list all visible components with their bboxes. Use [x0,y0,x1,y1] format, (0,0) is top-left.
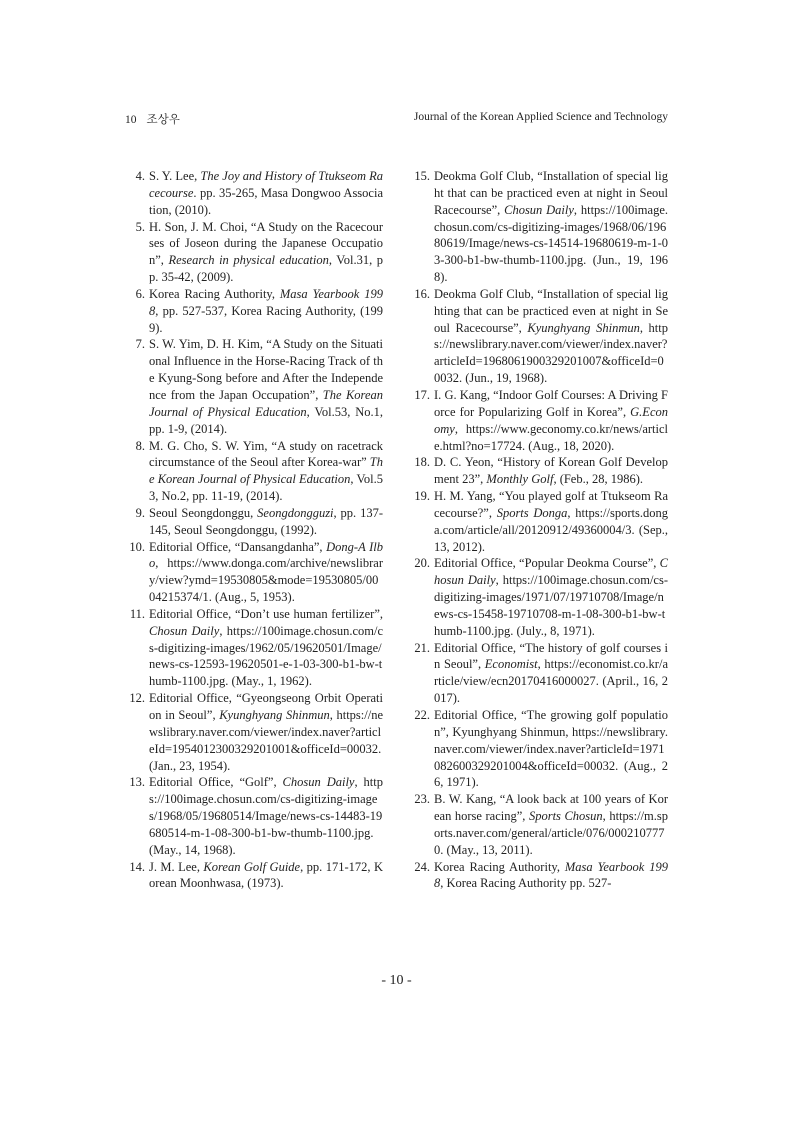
reference-item [410,859,668,893]
reference-text: Editorial Office, “Gyeongseong Orbit Operation in Seoul”, [149,691,383,722]
reference-text: , https://newslibrary.naver.com/viewer/index.naver?articleId=1954012300329201001&officeId=00032. (Jan., 23, 1954). [149,708,384,773]
reference-number: 7. [135,337,145,352]
reference-source-title: Kyunghyang Shinmun [527,320,640,335]
reference-source-title: The Korean Journal of Physical Education [149,387,383,419]
reference-source-title: Monthly Golf [486,472,554,487]
reference-text: , (Feb., 28, 1986). [553,472,644,487]
reference-item [125,539,383,606]
reference-text: Deokma Golf Club, “Installation of special lighting that can be practiced even at night in Seoul Racecourse”, [434,286,668,335]
reference-text: Editorial Office, “The history of golf courses in Seoul”, [434,640,668,672]
reference-source-title: Sports Donga [496,505,568,520]
reference-text: H. M. Yang, “You played golf at Ttukseom Racecourse?”, [434,489,668,520]
reference-text: , Vol.31, pp. 35-42, (2009). [149,253,383,285]
reference-item [125,438,383,505]
reference-source-title: The Joy and History of Ttukseom Racecourse [149,169,384,200]
reference-source-title: The Korean Journal of Physical Education [149,455,383,487]
header-author: 조상우 [146,114,180,126]
reference-number: 4. [135,169,145,183]
running-header-left [125,111,180,127]
reference-item [125,606,383,690]
reference-item [410,286,668,387]
reference-text: , https://100image.chosun.com/cs-digitizing-images/1971/07/19710708/Image/news-cs-15458-19710708-m-1-08-300-b1-bw-thumb-1100.jpg. (July., 8, 1971). [434,573,668,638]
reference-text: S. Y. Lee, [149,169,201,183]
reference-text: , https://www.geconomy.co.kr/news/article.html?no=17724. (Aug., 18, 2020). [434,421,668,453]
reference-item [125,690,383,774]
reference-source-title: Chosun Daily [504,202,574,217]
references-right-column [410,168,668,892]
reference-item [410,168,668,286]
reference-source-title: Research in physical education [168,253,329,268]
reference-text: , https://100image.chosun.com/cs-digitizing-images/1968/05/19680514/Image/news-cs-14483-19680514-m-1-08-300-b1-bw-thumb-1100.jpg. (May., 14, 1968). [149,775,383,857]
reference-text: M. G. Cho, S. W. Yim, “A study on racetrack circumstance of the Seoul after Korea-war” [149,438,383,470]
reference-number: 15. [414,169,430,183]
reference-text: , pp. 171-172, Korean Moonhwasa, (1973). [149,859,383,891]
reference-item [410,488,668,555]
reference-number: 19. [414,489,430,504]
reference-text: Editorial Office, “Golf”, [149,775,283,790]
reference-source-title: Chosun Daily [149,623,220,638]
reference-text: I. G. Kang, “Indoor Golf Courses: A Driving Force for Popularizing Golf in Korea”, [434,387,668,419]
page-footer-number: - 10 - [381,973,412,988]
reference-text: , https://newslibrary.naver.com/viewer/index.naver?articleId=1968061900329201007&officeId=00032. (Jun., 19, 1968). [434,320,669,386]
reference-item [410,640,668,707]
reference-number: 14. [129,859,145,874]
reference-text: S. W. Yim, D. H. Kim, “A Study on the Situational Influence in the Horse-Racing Track of the Kyung-Song before and After the Independence from the Japan Occupation”, [149,337,383,402]
reference-text: , pp. 527-537, Korea Racing Authority, (1999). [149,303,383,335]
reference-number: 8. [135,438,145,453]
reference-text: , https://100image.chosun.com/cs-digitizing-images/1962/05/19620501/Image/news-cs-12593-19620501-e-1-03-300-b1-bw-thumb-1100.jpg. (May., 1, 1962). [149,623,383,689]
reference-number: 16. [414,286,430,301]
reference-text: , https://sports.donga.com/article/all/20120912/49360004/3. (Sep., 13, 2012). [434,505,668,554]
reference-text: , https://m.sports.naver.com/general/article/076/0002107770. (May., 13, 2011). [434,809,669,857]
reference-source-title: Korean Golf Guide [203,859,301,874]
reference-text: Editorial Office, “Popular Deokma Course”, [434,556,660,571]
reference-text: H. Son, J. M. Choi, “A Study on the Racecourses of Joseon during the Japanese Occupation”, [149,219,383,268]
reference-source-title: Kyunghyang Shinmun [219,708,330,722]
references-left-column [125,168,383,892]
reference-number: 11. [129,606,145,621]
reference-number: 17. [414,387,430,402]
reference-source-title: Economist [484,657,538,672]
reference-source-title: Masa Yearbook 1998 [149,286,383,318]
reference-text: Deokma Golf Club, “Installation of special light that can be practiced even at night in Seoul Racecourse”, [434,169,668,217]
reference-number: 12. [129,691,145,706]
reference-number: 9. [135,505,145,520]
reference-number: 6. [135,286,145,301]
reference-source-title: Sports Chosun [528,809,603,824]
reference-number: 20. [414,556,430,571]
reference-source-title: Chosun Daily [282,775,355,790]
reference-item [125,505,383,539]
reference-text: , Korea Racing Authority pp. 527- [440,876,612,891]
reference-number: 5. [135,219,145,234]
reference-text: J. M. Lee, [149,859,204,874]
reference-text: , pp. 137-145, Seoul Seongdonggu, (1992). [149,505,383,537]
reference-number: 22. [414,708,430,722]
header-journal-title: Journal of the Korean Applied Science and Technology [413,111,668,123]
reference-source-title: Masa Yearbook 1998 [434,859,668,891]
header-page-number: 10 [125,114,137,126]
reference-text: , Vol.53, No.1, pp. 1-9, (2014). [149,404,383,436]
reference-text: Editorial Office, “Dansangdanha”, [149,539,327,554]
reference-item [125,774,383,858]
reference-text: B. W. Kang, “A look back at 100 years of Korean horse racing”, [434,792,668,824]
reference-item [410,791,668,858]
reference-text: D. C. Yeon, “History of Korean Golf Development 23”, [434,455,668,487]
reference-item [410,454,668,488]
reference-number: 18. [414,455,430,470]
reference-item [410,387,668,454]
reference-text: , https://www.donga.com/archive/newslibrary/view?ymd=19530805&mode=19530805/0004215374/1. (Aug., 5, 1953). [149,556,383,605]
reference-text: Korea Racing Authority, [149,286,280,301]
reference-number: 24. [414,859,430,874]
reference-text: Editorial Office, “Don’t use human fertilizer”, [149,606,383,621]
reference-number: 10. [129,539,145,554]
reference-source-title: Chosun Daily [434,556,668,588]
reference-text: , https://100image.chosun.com/cs-digitizing-images/1968/06/19680619/Image/news-cs-14514-19680619-m-1-03-300-b1-bw-thumb-1100.jpg. (Jun., 19, 1968). [434,202,668,285]
reference-text: , https://economist.co.kr/article/view/ecn20170416000027. (April., 16, 2017). [434,657,668,706]
reference-item [410,555,668,639]
reference-item [125,168,383,219]
reference-number: 23. [414,792,430,807]
reference-text: , Vol.53, No.2, pp. 11-19, (2014). [149,472,383,504]
reference-source-title: Dong-A Ilbo [149,539,383,571]
reference-item [125,286,383,337]
reference-text: Editorial Office, “The growing golf population”, Kyunghyang Shinmun, https://newslibrary.naver.com/viewer/index.naver?articleId=1971082600329201004&officeId=00032. (Aug., 26, 1971). [434,708,668,790]
reference-text: Korea Racing Authority, [434,859,565,874]
reference-item [125,336,383,437]
reference-source-title: Seongdongguzi [257,505,334,520]
reference-source-title: G.Economy [434,404,668,436]
reference-item [125,859,383,893]
reference-text: Seoul Seongdonggu, [149,505,258,520]
reference-number: 13. [129,775,145,790]
reference-number: 21. [414,640,430,655]
reference-item [125,219,383,286]
reference-item [410,707,668,791]
reference-text: . pp. 35-265, Masa Dongwoo Association, (2010). [149,185,383,217]
